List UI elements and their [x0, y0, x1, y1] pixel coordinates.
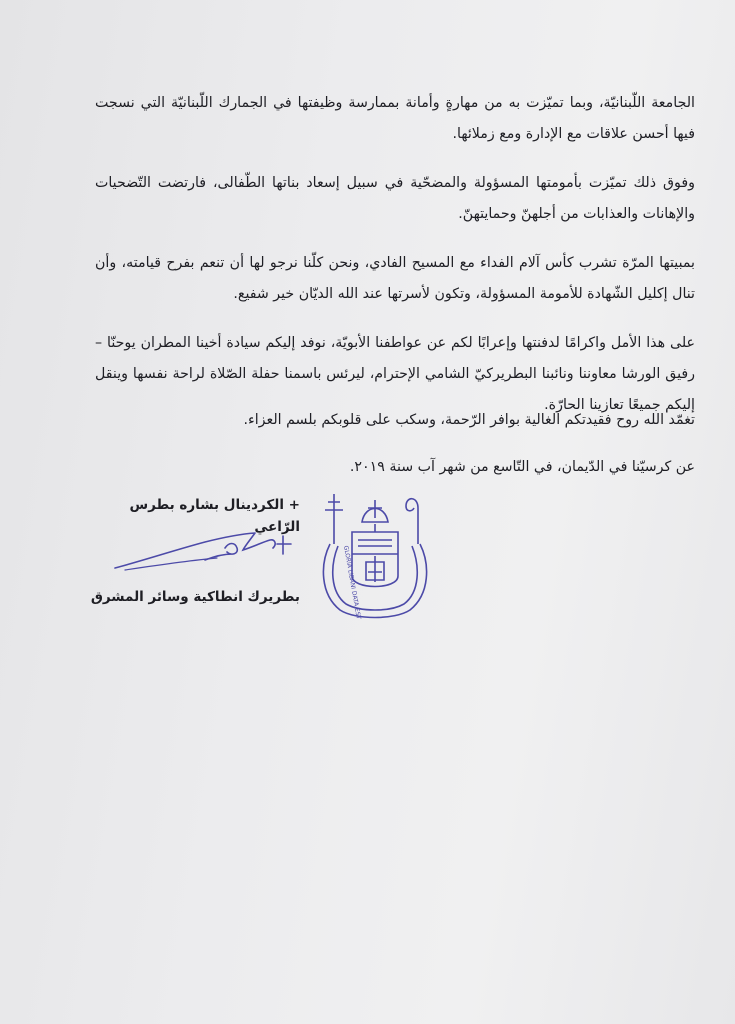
closing-blessing — [95, 405, 695, 436]
patriarchal-seal — [310, 484, 440, 624]
letter-paragraph: على هذا الأمل واكرامًا لدفنتها وإعرابًا لكم عن عواطفنا الأبويّة، نوفد إليكم سيادة أخينا المطران يوحنّا – رفيق الورشا معاوننا ونائبنا البطريركيّ الشامي الإحترام، ليرئس باسمنا حفلة الصّلاة لراحة نفسها وينقل إليكم جميعًا تعازينا الحارّة. — [95, 335, 695, 413]
signatory-title: بطريرك انطاكية وسائر المشرق — [90, 589, 300, 605]
handwritten-signature — [105, 520, 305, 580]
letter-paragraph: وفوق ذلك تميّزت بأمومتها المسؤولة والمضحّية في سبيل إسعاد بناتها الطّفالى، فارتضت التّضحيات والإهانات والعذابات من أجلهنّ وحمايتهنّ. — [95, 175, 695, 222]
letter-paragraph: الجامعة اللّبنانيّة، وبما تميّزت به من مهارةٍ وأمانة بممارسة وظيفتها في الجمارك اللّبنانيّة التي نسجت فيها أحسن علاقات مع الإدارة ومع زملائها. — [95, 95, 695, 142]
closing-text: تغمّد الله روح فقيدتكم الغالية بوافر الرّحمة، وسكب على قلوبكم بلسم العزاء. — [243, 412, 695, 428]
signatory-name: + الكردينال بشاره بطرس الرّاعي — [129, 497, 300, 535]
place-date: عن كرسيّنا في الدّيمان، في التّاسع من شهر آب سنة ٢٠١٩. — [349, 459, 695, 475]
seal-inscription: GLORIA LIBANI DATA EST — [342, 545, 362, 620]
letter-paragraph: بمبيتها المرّة تشرب كأس آلام الفداء مع المسيح الفادي، ونحن كلّنا نرجو لها أن تنعم بفرح قيامته، وأن تنال إكليل الشّهادة للأمومة المسؤولة، وتكون لأسرتها عند الله الديّان خير شفيع. — [95, 255, 695, 302]
letter-body — [95, 88, 695, 439]
